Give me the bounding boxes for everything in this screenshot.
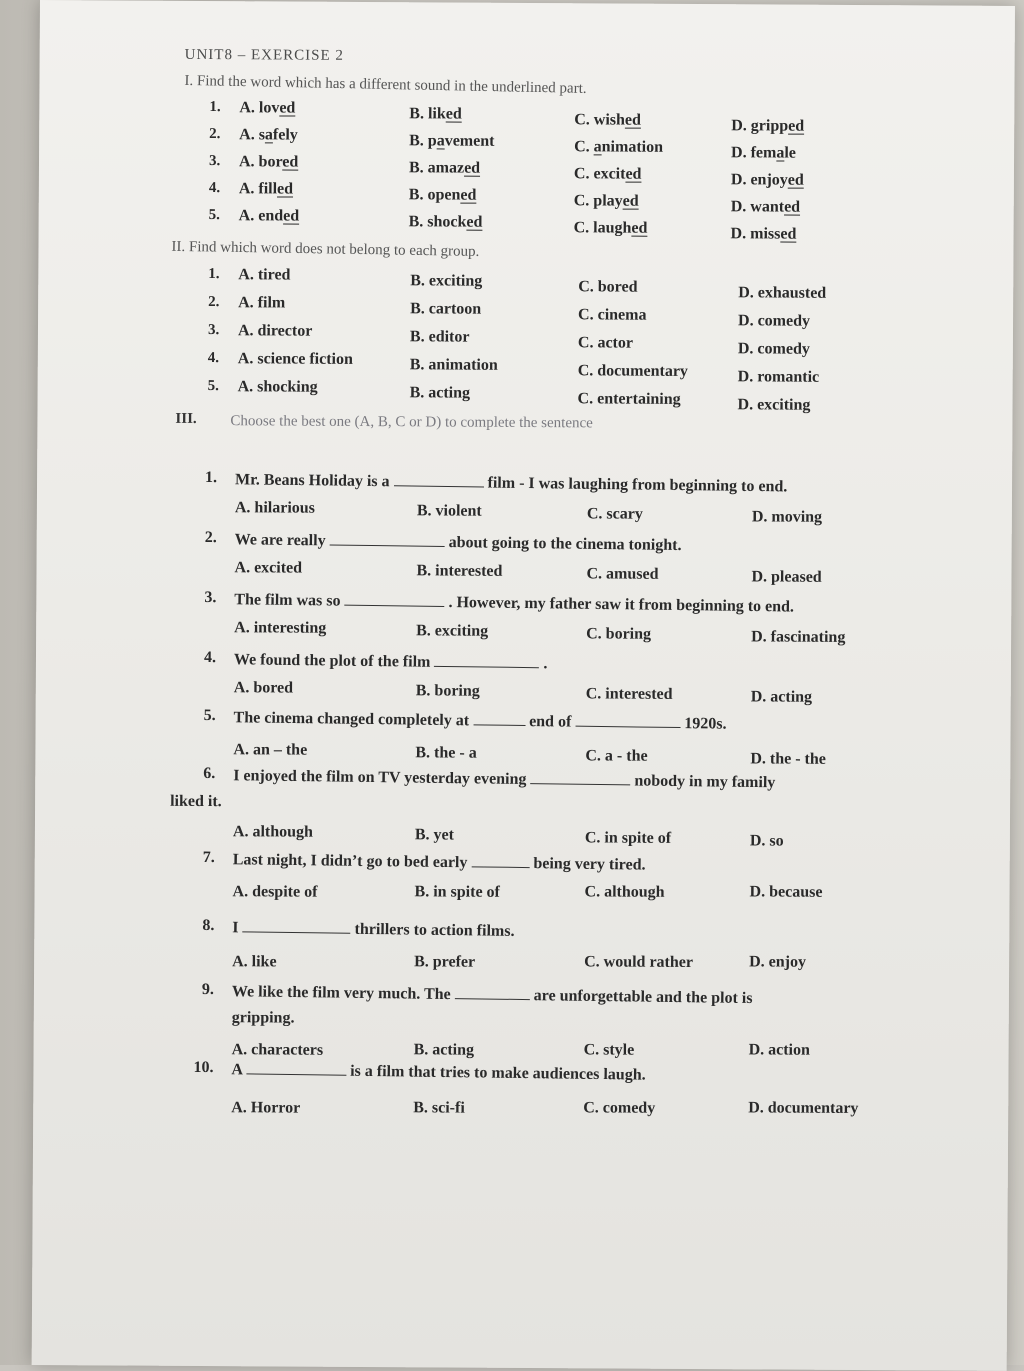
option-text: D. fem: [731, 144, 777, 162]
option-c: C. amused: [586, 565, 659, 583]
option-b: [409, 132, 494, 151]
sentence-part: . However, my father saw it from beginning to end.: [444, 593, 795, 616]
answer-blank: [471, 852, 529, 868]
option-d: D. enjoy: [749, 953, 807, 971]
option-a: A. excited: [234, 559, 303, 577]
worksheet-paper: [32, 0, 1015, 1371]
option-c: C. actor: [577, 334, 634, 352]
sentence-part: are unforgettable and the plot is: [529, 987, 753, 1008]
underlined-part: ed: [780, 225, 797, 243]
answer-blank: [246, 1059, 346, 1075]
option-c: C. comedy: [583, 1099, 656, 1117]
option-text: C. laugh: [573, 219, 632, 237]
option-c: C. entertaining: [577, 390, 681, 408]
option-d: D. fascinating: [751, 628, 846, 646]
option-text: B. open: [408, 186, 461, 204]
item-number: 3.: [207, 322, 220, 339]
answer-blank: [473, 710, 525, 726]
option-a: [239, 180, 293, 198]
underlined-part: ed: [445, 105, 462, 123]
option-c: C. cinema: [578, 306, 647, 324]
option-a: A. Horror: [231, 1099, 301, 1117]
underlined-part: ed: [464, 159, 481, 177]
item-number: 4.: [207, 350, 220, 367]
option-a: A. film: [238, 294, 286, 312]
sentence-part: Mr. Beans Holiday is a: [234, 471, 390, 491]
sentence-part: Last night, I didn’t go to bed early: [232, 851, 468, 872]
underlined-part: ed: [625, 165, 642, 183]
sentence-part: is a film that tries to make audiences laugh.: [346, 1062, 646, 1084]
underlined-part: a: [776, 144, 785, 162]
option-c: C. documentary: [577, 362, 689, 380]
option-b: B. cartoon: [410, 300, 482, 318]
sentence-part: I: [232, 919, 239, 937]
option-b: B. exciting: [410, 272, 483, 290]
option-text: fely: [272, 126, 298, 144]
question-number: 7.: [202, 849, 215, 867]
option-b: B. prefer: [414, 953, 476, 971]
option-d: D. comedy: [737, 340, 810, 358]
option-b: B. in spite of: [414, 883, 500, 901]
option-text: B. shock: [408, 213, 467, 231]
underlined-part: ed: [283, 207, 300, 225]
section-2-heading: II. Find which word does not belong to each group.: [171, 238, 480, 260]
option-a: [239, 126, 298, 144]
option-c: C. in spite of: [584, 829, 672, 847]
option-d: D. comedy: [738, 312, 811, 330]
underlined-part: ed: [787, 171, 804, 189]
sentence-part: .: [539, 655, 548, 673]
option-text: B. amaz: [408, 159, 465, 177]
option-d: D. the - the: [750, 750, 826, 768]
sentence-part: film - I was laughing from beginning to end.: [483, 474, 788, 496]
option-b: B. acting: [413, 1041, 475, 1059]
option-a: [239, 153, 298, 171]
option-c: C. scary: [586, 505, 643, 523]
option-c: C. boring: [586, 625, 652, 643]
question-number: 1.: [205, 469, 218, 487]
section-1-heading: I. Find the word which has a different sound in the underlined part.: [184, 72, 587, 97]
sentence-part: about going to the cinema tonight.: [444, 533, 682, 555]
option-text: A. s: [239, 126, 266, 144]
option-d: D. because: [749, 883, 823, 901]
question-sentence: [235, 469, 788, 496]
option-a: A. despite of: [232, 883, 318, 901]
option-b: B. acting: [409, 384, 471, 402]
underlined-part: ed: [282, 153, 299, 171]
option-text: C. play: [573, 192, 623, 210]
option-text: D. gripp: [731, 117, 789, 135]
question-continuation: liked it.: [170, 792, 222, 811]
item-number: 2.: [209, 126, 221, 143]
option-a: [239, 207, 300, 225]
question-sentence: [233, 707, 726, 733]
option-b: B. violent: [416, 502, 482, 520]
option-text: B. lik: [409, 105, 446, 123]
item-number: 3.: [208, 153, 221, 170]
question-number: 3.: [204, 589, 217, 607]
option-c: C. would rather: [584, 953, 694, 972]
item-number: 2.: [208, 294, 220, 311]
option-b: [409, 186, 477, 204]
option-c: C. a - the: [585, 747, 648, 765]
option-b: B. exciting: [416, 622, 489, 640]
underlined-part: a: [593, 138, 602, 156]
option-a: A. director: [237, 322, 313, 340]
option-text: le: [784, 144, 796, 162]
item-number: 5.: [208, 207, 220, 224]
sentence-part: 1920s.: [680, 715, 727, 733]
page-title: UNIT8 – EXERCISE 2: [184, 46, 344, 64]
option-a: A. interesting: [234, 619, 327, 637]
question-sentence: [231, 1059, 645, 1084]
underlined-part: ed: [631, 219, 648, 237]
underlined-part: ed: [277, 180, 294, 198]
underlined-part: a: [264, 126, 274, 144]
sentence-part: The film was so: [234, 591, 341, 610]
option-c: [574, 165, 642, 183]
option-text: D. miss: [730, 225, 781, 243]
underlined-part: ed: [622, 192, 639, 210]
answer-blank: [530, 769, 630, 785]
option-text: C. wish: [574, 111, 626, 129]
question-number: 8.: [202, 917, 215, 935]
option-b: B. the - a: [415, 744, 477, 762]
sentence-part: thrillers to action films.: [350, 920, 515, 940]
option-b: B. animation: [409, 356, 498, 374]
option-text: A. lov: [239, 99, 280, 117]
answer-blank: [243, 917, 351, 933]
option-text: B. p: [409, 132, 437, 150]
sentence-part: We like the film very much. The: [231, 983, 451, 1004]
underlined-part: ed: [624, 111, 642, 129]
question-sentence: [234, 649, 548, 673]
section-3-number: III.: [175, 410, 197, 427]
sentence-part: nobody in my family: [630, 772, 776, 792]
option-d: [731, 198, 800, 216]
question-sentence: [233, 849, 646, 874]
item-number: 1.: [208, 266, 220, 283]
option-d: D. romantic: [737, 368, 820, 386]
question-sentence: [232, 981, 753, 1008]
option-text: vement: [444, 132, 495, 150]
answer-blank: [394, 471, 484, 487]
sentence-part: We are really: [234, 531, 326, 550]
sentence-part: being very tired.: [529, 855, 646, 874]
option-b: B. interested: [416, 562, 503, 580]
option-d: D. pleased: [751, 568, 822, 586]
option-b: [409, 105, 462, 123]
question-number: 4.: [203, 649, 217, 667]
answer-blank: [434, 652, 539, 668]
item-number: 5.: [207, 378, 219, 395]
option-d: D. documentary: [748, 1099, 859, 1118]
option-text: C.: [574, 138, 594, 156]
option-text: D. enjoy: [730, 171, 788, 189]
answer-blank: [455, 984, 530, 1000]
option-b: B. editor: [409, 328, 470, 346]
option-text: A. bor: [238, 153, 283, 171]
section-3-heading: Choose the best one (A, B, C or D) to complete the sentence: [230, 413, 593, 432]
option-d: [731, 171, 804, 189]
option-b: B. boring: [415, 682, 480, 700]
option-a: [239, 99, 295, 117]
sentence-part: We found the plot of the film: [233, 651, 431, 671]
option-d: [731, 144, 796, 162]
option-text: D. want: [730, 198, 785, 216]
sentence-part: I enjoyed the film on TV yesterday evening: [233, 767, 527, 789]
option-a: A. shocking: [237, 378, 318, 396]
sentence-part: A: [231, 1061, 243, 1079]
item-number: 1.: [209, 99, 221, 116]
underlined-part: a: [436, 132, 445, 150]
question-number: 5.: [203, 707, 216, 725]
option-b: B. yet: [414, 826, 455, 844]
sentence-part: The cinema changed completely at: [233, 709, 470, 730]
question-number: 10.: [193, 1058, 214, 1077]
option-a: A. tired: [238, 266, 291, 284]
option-a: A. science fiction: [237, 350, 353, 368]
option-a: A. an – the: [233, 741, 308, 759]
underlined-part: ed: [784, 198, 801, 216]
option-d: D. so: [749, 832, 784, 850]
option-c: [574, 138, 663, 157]
question-number: 2.: [204, 529, 217, 547]
option-b: [409, 213, 483, 231]
answer-blank: [575, 712, 680, 728]
option-d: D. acting: [750, 688, 813, 706]
option-text: A. end: [238, 207, 284, 225]
answer-blank: [345, 591, 445, 607]
question-number: 9.: [201, 981, 215, 999]
question-continuation: gripping.: [231, 1009, 295, 1027]
option-c: [574, 192, 639, 210]
option-c: C. bored: [578, 278, 638, 296]
option-d: D. moving: [751, 508, 823, 526]
option-c: [574, 111, 641, 129]
underlined-part: ed: [460, 186, 477, 204]
option-a: A. bored: [233, 679, 294, 697]
option-b: [409, 159, 480, 177]
answer-blank: [330, 530, 445, 547]
option-c: [574, 219, 648, 237]
option-d: D. exhausted: [738, 284, 827, 302]
option-a: A. hilarious: [234, 499, 315, 517]
option-d: [731, 225, 797, 243]
option-a: A. although: [232, 823, 314, 841]
question-sentence: [232, 917, 514, 941]
option-b: B. sci-fi: [413, 1099, 465, 1117]
option-d: D. action: [748, 1041, 810, 1059]
option-text: C. excit: [573, 165, 626, 183]
item-number: 4.: [208, 180, 221, 197]
option-d: [731, 117, 804, 135]
option-a: A. like: [232, 953, 277, 971]
question-sentence: [234, 589, 794, 616]
question-sentence: [233, 765, 775, 792]
underlined-part: ed: [279, 99, 296, 117]
option-c: C. although: [584, 883, 665, 901]
option-c: C. interested: [585, 685, 673, 703]
option-text: nimation: [601, 138, 664, 156]
underlined-part: ed: [466, 213, 483, 231]
underlined-part: ed: [788, 117, 805, 135]
question-sentence: [235, 529, 682, 555]
sentence-part: end of: [525, 713, 572, 731]
option-a: A. characters: [231, 1041, 324, 1059]
option-c: C. style: [583, 1041, 635, 1059]
option-d: D. exciting: [737, 396, 811, 414]
question-number: 6.: [203, 765, 216, 783]
option-text: A. fill: [238, 180, 278, 198]
